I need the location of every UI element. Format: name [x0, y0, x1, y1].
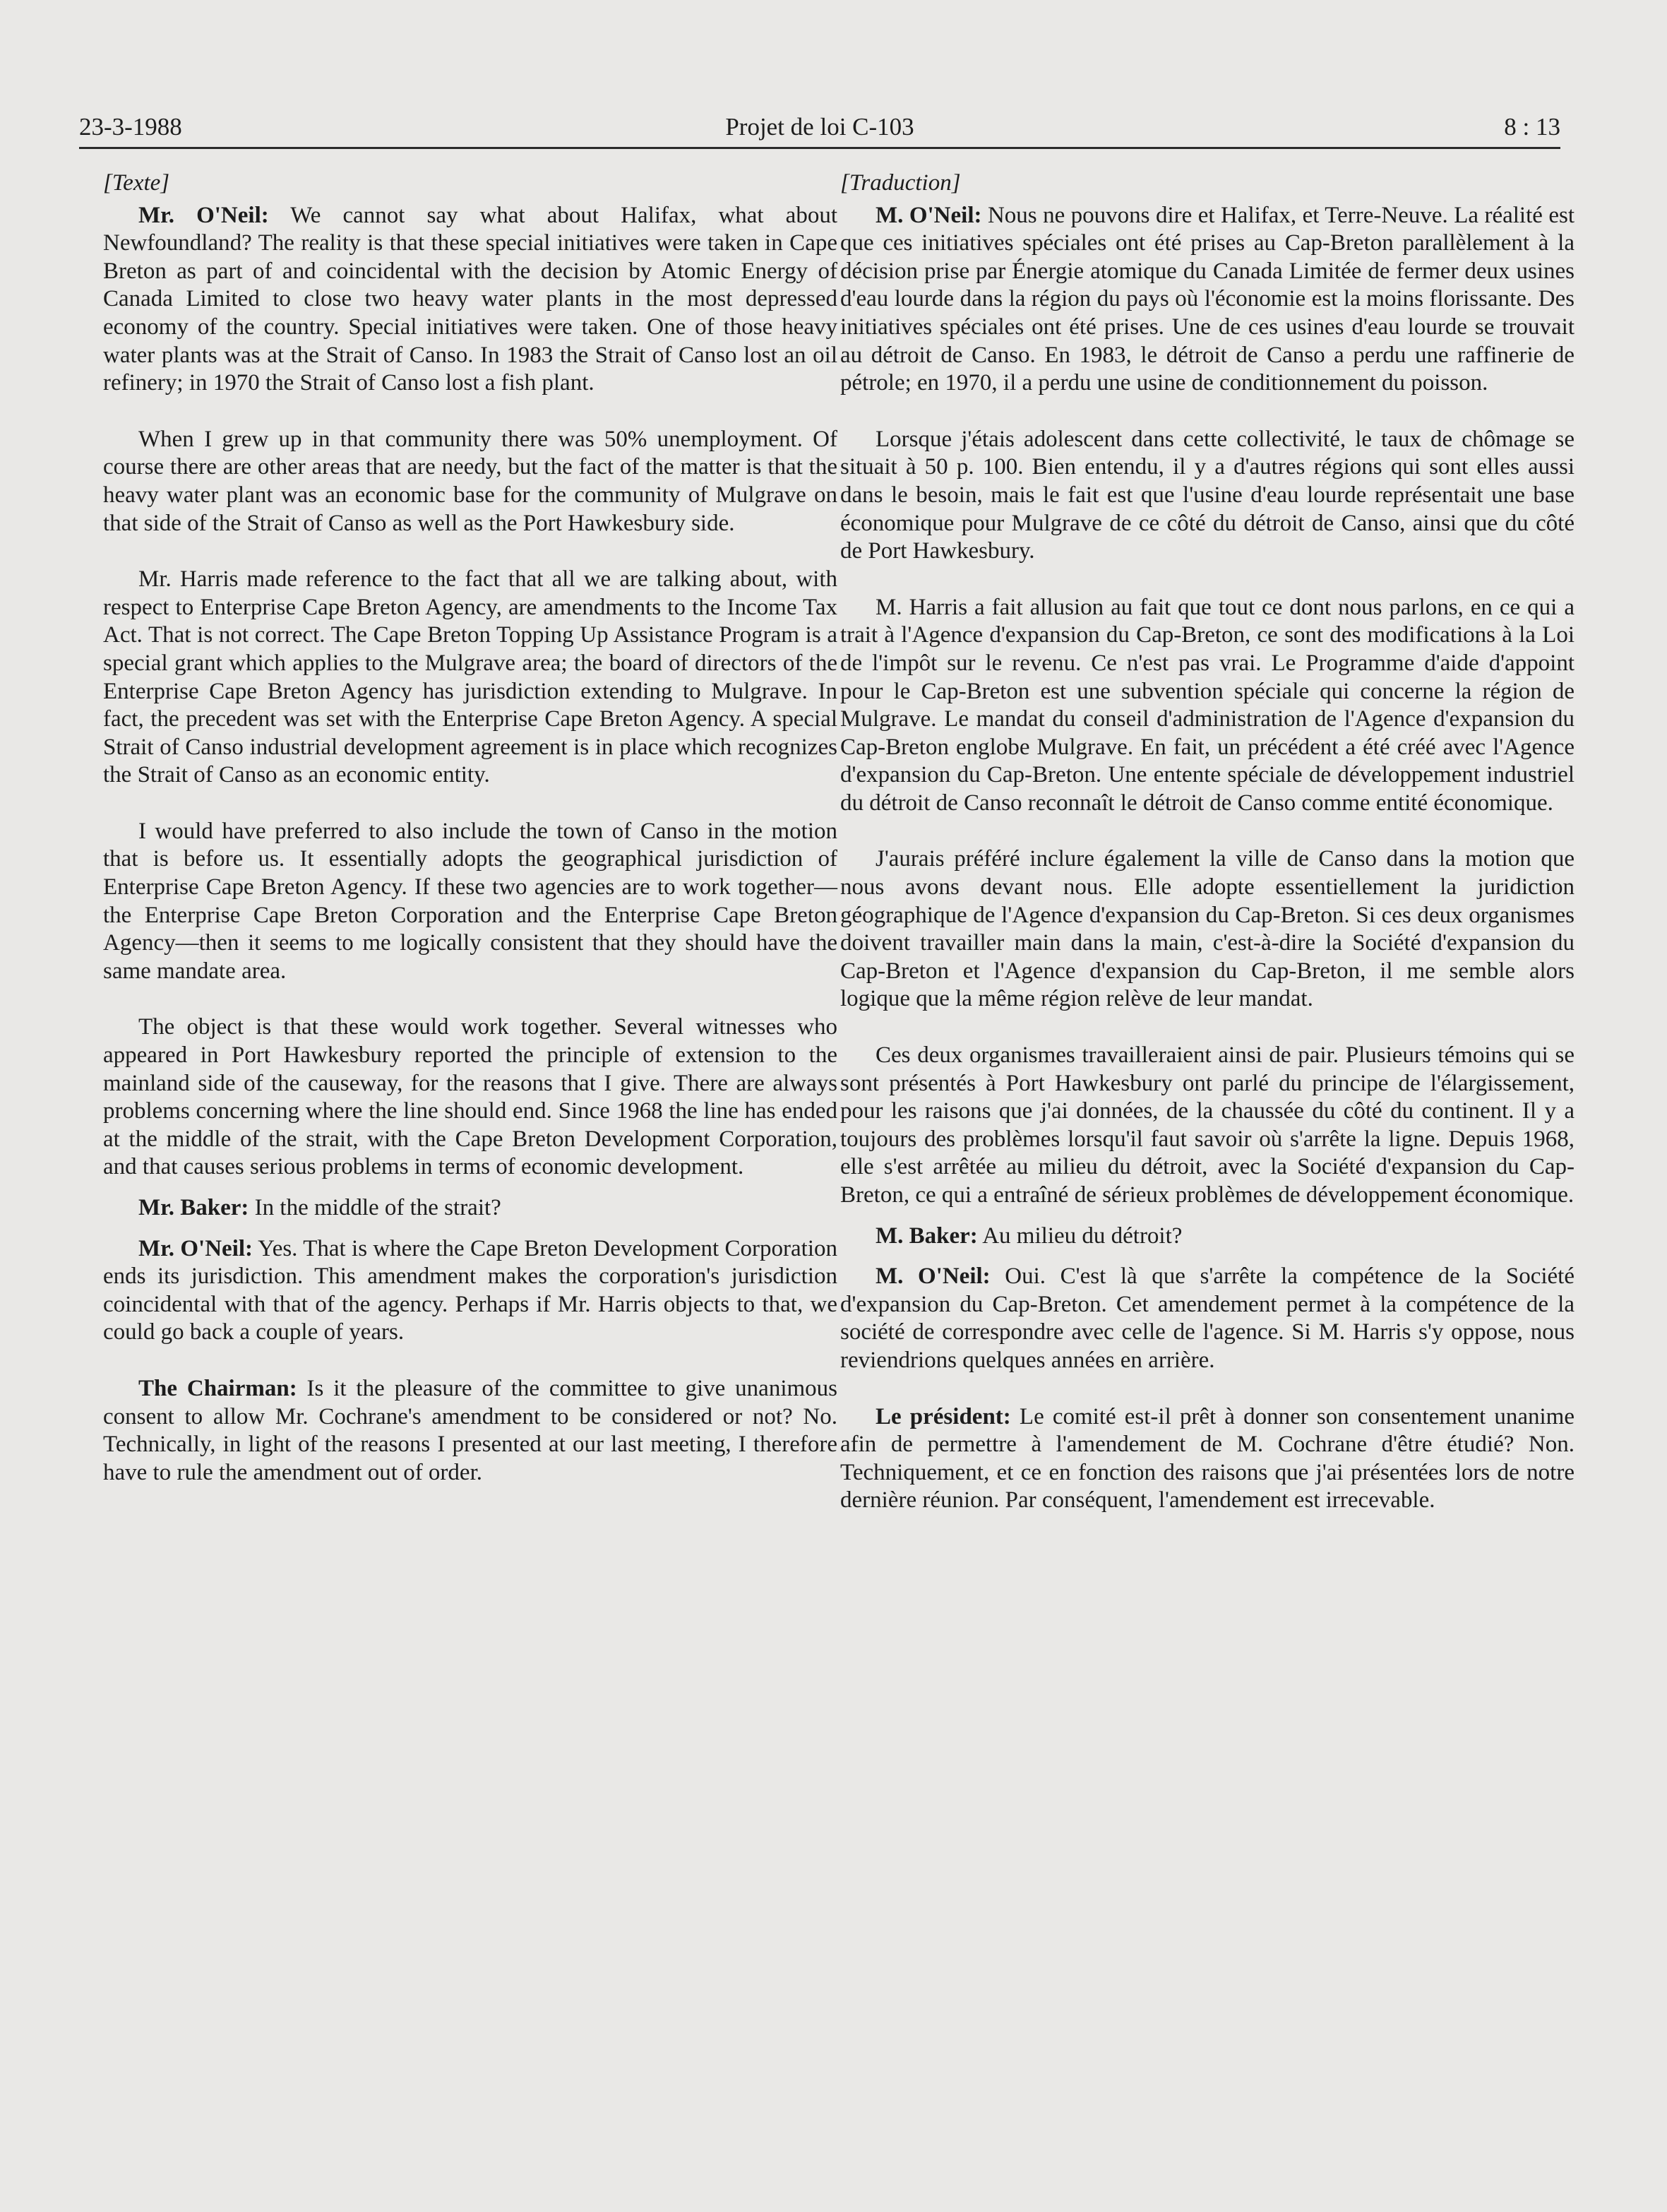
speaker-name: M. O'Neil:	[876, 202, 982, 228]
paragraph: I would have preferred to also include the town of Canso in the motion that is before us. It essentially adopts the geographical jurisdiction of Enterprise Cape Breton Agency. If these two agencies are to work together—the Enterprise Cape Breton Corporation and the Enterprise Cape Breton Agency—then it seems to me logically consistent that they should have the same mandate area.	[103, 818, 837, 984]
page-header	[79, 106, 1560, 149]
speaker-name: Mr. Baker:	[138, 1195, 249, 1220]
speech-text: In the middle of the strait?	[249, 1195, 501, 1220]
speech-text: Yes. That is where the Cape Breton Development Corporation ends its jurisdiction. This amendment makes the corporation's jurisdiction coincidental with that of the agency. Perhaps if Mr. Harris objects to that, we could go back a couple of years.	[103, 1235, 838, 1345]
paragraph: When I grew up in that community there was 50% unemployment. Of course there are other areas that are needy, but the fact of the matter is that the heavy water plant was an economic base for the community of Mulgrave on that side of the Strait of Canso as well as the Port Hawkesbury side.	[103, 426, 837, 536]
paragraph	[840, 1403, 1575, 1515]
speaker-name: Le président:	[876, 1403, 1011, 1429]
paragraph: J'aurais préféré inclure également la ville de Canso dans la motion que nous avons devant nous. Elle adopte essentiellement la juridiction géographique de l'Agence d'expansion du Cap-Breton. Si ces deux organismes doivent travailler main dans la main, c'est-à-dire la Société d'expansion du Cap-Breton et l'Agence d'expansion du Cap-Breton, il me semble alors logique que la même région relève de leur mandat.	[840, 846, 1575, 1012]
speaker-name: Mr. O'Neil:	[138, 1235, 253, 1261]
speech-text: We cannot say what about Halifax, what about Newfoundland? The reality is that these special initiatives were taken in Cape Breton as part of and coincidental with the decision by Atomic Energy of Canada Limited to close two heavy water plants in the most depressed economy of the country. Special initiatives were taken. One of those heavy water plants was at the Strait of Canso. In 1983 the Strait of Canso lost an oil refinery; in 1970 the Strait of Canso lost a fish plant.	[103, 202, 837, 396]
header-page-number: 8 : 13	[1504, 113, 1560, 141]
speech-text: Nous ne pouvons dire et Halifax, et Terre-Neuve. La réalité est que ces initiatives spéciales ont été prises au Cap-Breton parallèlement à la décision prise par Énergie atomique du Canada Limitée de fermer deux usines d'eau lourde dans la région du pays où l'économie est la moins florissante. Des initiatives spéciales ont été prises. Une de ces usines d'eau lourde se trouvait au détroit de Canso. En 1983, le détroit de Canso a perdu une raffinerie de pétrole; en 1970, il a perdu une usine de conditionnement du poisson.	[840, 202, 1575, 396]
column-tag-traduction: [Traduction]	[840, 170, 961, 196]
paragraph	[103, 1375, 837, 1487]
english-column	[103, 170, 837, 1515]
speaker-name: The Chairman:	[138, 1375, 297, 1401]
paragraph: Lorsque j'étais adolescent dans cette collectivité, le taux de chômage se situait à 50 p. 100. Bien entendu, il y a d'autres régions qui sont elles aussi dans le besoin, mais le fait est que l'usine d'eau lourde représentait une base économique pour Mulgrave de ce côté du détroit de Canso, ainsi que du côté de Port Hawkesbury.	[840, 426, 1575, 564]
speech-text: Le comité est-il prêt à donner son consentement unanime afin de permettre à l'amendement de M. Cochrane d'être étudié? Non. Techniquement, et ce en fonction des raisons que j'ai présentées lors de notre dernière réunion. Par conséquent, l'amendement est irrecevable.	[840, 1403, 1575, 1514]
paragraph	[840, 1223, 1575, 1251]
french-column	[840, 170, 1575, 1543]
column-tag-texte: [Texte]	[103, 170, 170, 196]
paragraph	[103, 202, 837, 398]
paragraph: The object is that these would work together. Several witnesses who appeared in Port Hawkesbury reported the principle of extension to the mainland side of the causeway, for the reasons that I give. There are always problems concerning where the line should end. Since 1968 the line has ended at the middle of the strait, with the Cape Breton Development Corporation, and that causes serious problems in terms of economic development.	[103, 1014, 837, 1180]
speaker-name: Mr. O'Neil:	[138, 202, 269, 228]
speech-text: Is it the pleasure of the committee to give unanimous consent to allow Mr. Cochrane's amendment to be considered or not? No. Technically, in light of the reasons I presented at our last meeting, I therefore have to rule the amendment out of order.	[103, 1375, 838, 1485]
header-date: 23-3-1988	[79, 113, 182, 141]
speech-text: Au milieu du détroit?	[977, 1223, 1183, 1249]
speech-text: Oui. C'est là que s'arrête la compétence de la Société d'expansion du Cap-Breton. Cet amendement permet à la compétence de la société de correspondre avec celle de l'agence. Si M. Harris s'y oppose, nous reviendrions quelques années en arrière.	[840, 1263, 1575, 1373]
paragraph: Ces deux organismes travailleraient ainsi de pair. Plusieurs témoins qui se sont présentés à Port Hawkesbury ont parlé du principe de l'élargissement, pour les raisons que j'ai données, de la chaussée du côté du continent. Il y a toujours des problèmes lorsqu'il faut savoir où s'arrête la ligne. Depuis 1968, elle s'est arrêtée au milieu du détroit, avec la Société d'expansion du Cap-Breton, ce qui a entraîné de sérieux problèmes de développement économique.	[840, 1042, 1575, 1208]
paragraph	[840, 1263, 1575, 1374]
paragraph	[103, 1194, 837, 1223]
paragraph	[103, 1235, 837, 1347]
paragraph: Mr. Harris made reference to the fact that all we are talking about, with respect to Enterprise Cape Breton Agency, are amendments to the Income Tax Act. That is not correct. The Cape Breton Topping Up Assistance Program is a special grant which applies to the Mulgrave area; the board of directors of the Enterprise Cape Breton Agency has jurisdiction extending to Mulgrave. In fact, the precedent was set with the Enterprise Cape Breton Agency. A special Strait of Canso industrial development agreement is in place which recognizes the Strait of Canso as an economic entity.	[103, 566, 837, 788]
paragraph	[840, 202, 1575, 398]
speaker-name: M. O'Neil:	[876, 1263, 991, 1290]
speaker-name: M. Baker:	[876, 1223, 978, 1249]
paragraph: M. Harris a fait allusion au fait que tout ce dont nous parlons, en ce qui a trait à l'Agence d'expansion du Cap-Breton, ce sont des modifications à la Loi de l'impôt sur le revenu. Ce n'est pas vrai. Le Programme d'aide d'appoint pour le Cap-Breton est une subvention spéciale qui concerne la région de Mulgrave. Le mandat du conseil d'administration de l'Agence d'expansion du Cap-Breton englobe Mulgrave. En fait, un précédent a été créé avec l'Agence d'expansion du Cap-Breton. Une entente spéciale de développement industriel du détroit de Canso reconnaît le détroit de Canso comme entité économique.	[840, 594, 1575, 816]
header-title: Projet de loi C-103	[725, 113, 914, 141]
